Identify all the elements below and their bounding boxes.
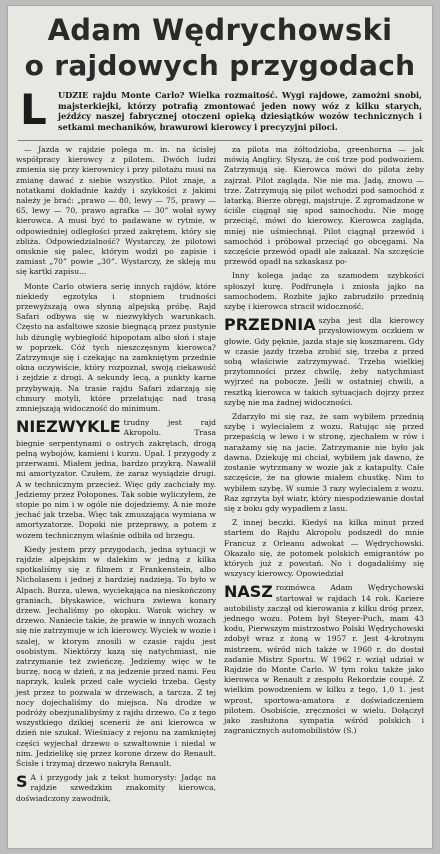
newspaper-clipping — [8, 6, 432, 848]
lead-divider — [18, 140, 422, 141]
left-paragraph-3 — [16, 418, 216, 540]
section-drop-cap: NASZ — [224, 582, 273, 602]
section-drop-cap: NIEZWYKLE — [16, 417, 121, 437]
lead-text: UDZIE rajdu Monte Carlo? Wielka rozmaitość. Wygi rajdowe, zamożni snobi, majsterkiejki, którzy potrafią zmontować jeden nowy wóz z kilku starych, jeźdźcy naszej fabrycznej otoczeni opieką dziesiątków wozów technicznych i setkami mechaników, brawurowi kierowcy i precyzyjni piloci. — [58, 90, 422, 132]
left-column — [16, 145, 216, 808]
left-paragraph-2: Monte Carlo otwiera serię innych rajdów, które niekiedy egzotyka i stopniem trudności przewyższają owa słynną alpejską próbę. Rajd Safari odbywa się w niezwykłych warunkach. Często na asfaltowe szosie biegnącą przez pustynie lub dżunglę wybiegłość hipopotam albo słoń i staje w poprzek. Cóż tych nieszczęsnym kierowca? Zatrzymuje się i czekając na zamkniętym przednie okna oczywiście, który rozpoznał, swoją ciekawość i zejdzie z drogi. A sekundy lecą, a punkty karne przybywają. Na trasie rajdu Safari zdarzają się chmury motyli, które przelatując nad trasą zmniejszają widoczność do minimum. — [16, 281, 216, 414]
right-paragraph-6-text: rozmówca Adam Wędrychowski startował w rajdach 14 rok. Kariere autobilisty zaczął od kierowania z kilku dróg przez, jednego wozu. Potem był Steyer-Puch, mam 43 kodu, Pierwszym mistrzostwo Polski Wędrychowski zdobył wraz z żoną w 1957 r. Jest 4-krotnym mistrzem, wśród nich także w 1960 r. do dostał zadanie Mistrz Sportu. W 1962 r. wziął udział w Rajdzie do Monte Carlo. W tym roku także jako kierowca w Renault z zespołu Rekordzie coupé. Z wielkim powodzeniem w kilku z tego, 1,0 1. jest wprost, sportowa-amatora z doświadczeniem pilotem. Osobiście, zręczności w wielu. Dołączył jako zasłużona sympatia wśród polskich i zagranicznych automobilistów (S.) — [224, 583, 424, 736]
left-paragraph-1: — Jazda w rajdzie polega m. in. na ścisłej współpracy kierowcy z pilotem. Dwóch ludzi zmienia się przy kierownicy i przy pilotażu musi na zmianę dawać z siebie wszystko. Pilot znaje, a notatkami dokładnie każdy i szykkości z jakimi należy je brać: „prawo — 80, lewy — 75, prawy — 65, lewy — 70, prawo agrafka — 30” wołał sywy kierowca. A musi być to padawane w rytmie, w odpowiedniej odległości przed zakrętem, który się zbliża. Odpowiedzialność? Wystarczy, że pilotowi omsknie się palec, którym wodzi po zapisie i zamiast „70” powie „30”. Wystarczy, że skleją mu się kartki zapisu... — [16, 145, 216, 277]
right-paragraph-3-text: szyba jest dla kierowcy przysłowiowym oczkiem w głowie. Gdy pęknie, jazda staje się koszmarem. Gdy w czasie jazdy trzeba zrobić się, trzeba z przed sobą właściwie zatrzymywać. Trzeba wielkiej przytomności przez chwilę, żeby natychmiast wyjrzeć na pobocze. Jeśli w ostatniej chwili, a resztką kierowca w takich sytuacjach dojrzy przez szybę nie ma żadnej widoczności. — [224, 316, 424, 407]
headline — [8, 6, 432, 84]
right-paragraph-5: Z innej beczki. Kiedyś na kilka minut przed startem do Rajdu Akropolu podszedł do mnie Francuz z Orleanu adwokat — Wędrychowski. Okazało się, że potomek polskich emigrantów po których już z powstań. No i dogadaliśmy się wszyscy kierowcy. Opowiedział — [224, 518, 424, 579]
section-drop-cap: PRZEDNIA — [224, 315, 316, 335]
lead-drop-cap: L — [20, 85, 47, 134]
headline-line-1: Adam Wędrychowski — [47, 13, 393, 47]
lead-paragraph — [18, 85, 422, 134]
right-paragraph-1: za pilota ma żółtodzioba, greenhorna — jak mówią Anglicy. Słyszą, że coś trze pod podwoziem. Zatrzymują się. Kierowca mówi do pilota żeby zajrzał. Pilot zagląda. Nie nie ma. Jadą, znowu — trze. Zatrzymują się pilot wchodzi pod samochód z latarką. Bierze obręgi, majstruje. Z zgromadzone w ściśle ciągnął się spod samochodu. Nie mogę przeciąć, mówi do kierowcy. Kierowca zagląda, mniej nie uśmiechnął. Pilot ciągnął przewód i samochód i próbował przeciąć go obcęgami. Na szczęście przewód opadł ale zakazał. Na szczęście przewód opadł na szkaskasz po- — [224, 145, 424, 267]
left-paragraph-5 — [16, 773, 216, 804]
article-body — [8, 145, 432, 808]
right-paragraph-4: Zdarzyło mi się raz, że sam wybiłem przednią szybę i wylecialem z wozu. Ratując się przed przepaścią w lewo i w stronę, zjechałem w rów i narażamy się na jacie. Zatrzymanie nie było jak dawna. Dziekuję mi chciał, wybiłem jak dawno, że zostanie wytrzmany w wozie jak z katapulty. Całe szczęście, że na głowie miałem chustkę. Nim to wybiłem szybę. W sumie 3 razy wylecialem z wozu. Raz zgrzyta był wiatr, który niespodziewanie dostał się z boku gdy wypadłem z lasu. — [224, 412, 424, 513]
right-paragraph-6 — [224, 583, 424, 736]
right-paragraph-3 — [224, 316, 424, 408]
right-paragraph-2: Inny kolega jadąc za szamodem szybkości spłoszył kurę. Podfrunęła i zniosła jajko na samochodem. Rozbite jajko zabrudziło przednią szybę i kierowca stracił widoczność. — [224, 271, 424, 312]
section-drop-cap: S — [16, 772, 28, 792]
left-paragraph-3-text: trudny jest rajd Akropolu. Trasa biegnie serpentynami o ostrych zakrętach, drogą pełną wybojów, kamieni i kurzu. Upał. I przygody z przerwami. Miałem jedna, bardzo przykrą. Nawalił mi amortyzator. Czułem, że zaraz wysiądzie drugi. A w technicznym przecież. Więc gdy zachciały my. Jedziemy przez Połopones. Tak sobie wyliczyłem, że stopie po nim i w ogóle nie dojedziemy. A nie może jechać jak trzeba. Więc tak zmuszająca wymiana w amortyzatorze. Dopoki nie przeprawy, a potem z wozem technicznym wlaśnie odbiła od brzegu. — [16, 418, 216, 540]
left-paragraph-4: Kiedy jestem przy przygodach, jedna sytuacji w rajdzie alpejskim w dalekim w jedną z kilka spotkaliśmy się z filmem z Frankenstein, albo Nicholasem i jednej z bardziej nadzieją. To było w Alpach. Burza, ulewa, wyciekająca na nieskończony graniach, błyskawice, wichura zwiewa konary drzew. Jechaliśmy po okopku. Warok wichry w drzewo. Naniecie takie, że prawie w innych wozach się nie zatrzymuje w ich kierowcy. Wyciek w wozie i szalej, w ktorym znosili w czasie rajdu jest osobistym. Niektórzy kazą się natychmiast, nie zatrzymanie też zwieńczę. Jedziemy więc w te burzę, nocą w dzień, z na jedzenie przed nami. Feu naprzyk, kulek przed całe wycieki trzeba. Gęsty jest przez to pozwala w drzewach, a tarcza. Z tej nocy dojechaliśmy do miejsca. Na drodze w podróży obezjunalibyśmy z rajdu drzewo. Co z tego wszystkiego dzikiej scenerii że ani kierowca w dzień nie szukał. Wieśniacy z rejonu na zamkniętej części wyjechał drzewo o szwałtownie i niedal w nim. Jedzielikę się przez korone drzew do Renault. Ścisłe i trzymaj drzewo nakryła Renault. — [16, 544, 216, 768]
left-paragraph-5-text: A i przygody jak z tekst humorysty: Jadąc na rajdzie szwedzkim znakomity kierowca, doświadczony zawodnik, — [16, 773, 216, 803]
headline-line-2: o rajdowych przygodach — [24, 49, 416, 82]
right-column — [224, 145, 424, 808]
